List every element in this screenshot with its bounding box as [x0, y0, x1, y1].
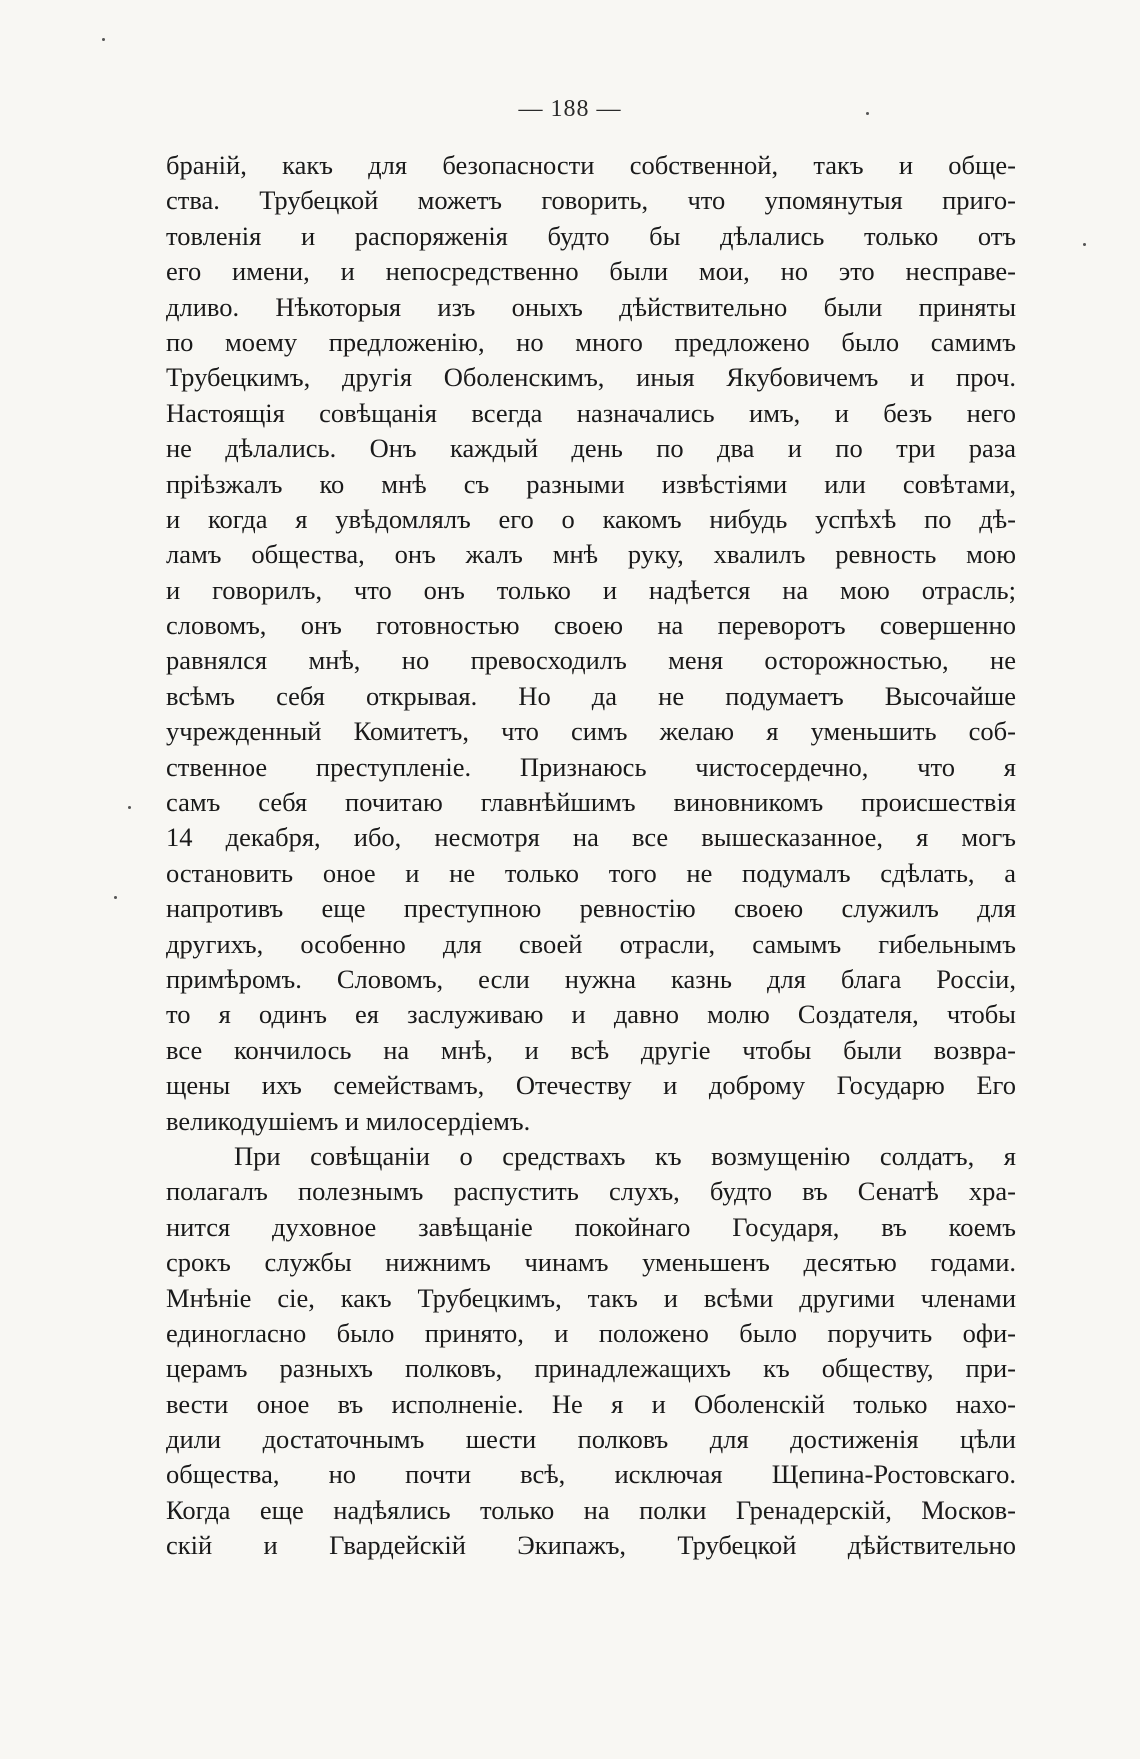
- text-line: всѣмъ себя открывая. Но да не подумаетъ Высочайше: [166, 680, 1016, 711]
- paragraph-1: [166, 148, 1016, 1139]
- text-line: ственное преступленіе. Признаюсь чистосердечно, что я: [166, 751, 1016, 782]
- text-line: другихъ, особенно для своей отрасли, самымъ гибельнымъ: [166, 928, 1016, 959]
- paragraph-2: [166, 1139, 1016, 1564]
- page-number: — 188 —: [518, 96, 622, 122]
- text-line: его имени, и непосредственно были мои, но это несправе-: [166, 256, 1016, 287]
- text-line: товленія и распоряженія будто бы дѣлались только отъ: [166, 220, 1016, 251]
- text-line: словомъ, онъ готовностью своею на переворотъ совершенно: [166, 610, 1016, 641]
- text-line: браній, какъ для безопасности собственной, такъ и обще-: [166, 150, 1016, 180]
- text-line: все кончилось на мнѣ, и всѣ другіе чтобы были возвра-: [166, 1034, 1016, 1065]
- text-line: ламъ общества, онъ жалъ мнѣ руку, хвалилъ ревность мою: [166, 539, 1016, 570]
- text-line: Мнѣніе сіе, какъ Трубецкимъ, такъ и всѣми другими членами: [166, 1282, 1016, 1313]
- text-line: Когда еще надѣялись только на полки Гренадерскій, Москов-: [166, 1494, 1016, 1525]
- scan-speck: [102, 38, 105, 41]
- text-line: то я одинъ ея заслуживаю и давно молю Создателя, чтобы: [166, 999, 1016, 1030]
- text-line: по моему предложенію, но много предложено было самимъ: [166, 326, 1016, 357]
- text-line: не дѣлались. Онъ каждый день по два и по три раза: [166, 433, 1016, 464]
- scan-speck: [128, 806, 131, 809]
- text-line: самъ себя почитаю главнѣйшимъ виновникомъ происшествія: [166, 787, 1016, 818]
- scan-speck: [866, 112, 869, 115]
- text-line: и когда я увѣдомлялъ его о какомъ нибудь успѣхѣ по дѣ-: [166, 503, 1016, 534]
- scan-speck: [1083, 243, 1086, 246]
- text-line: нится духовное завѣщаніе покойнаго Государя, въ коемъ: [166, 1211, 1016, 1242]
- text-line: напротивъ еще преступною ревностію своею служилъ для: [166, 893, 1016, 924]
- text-line: равнялся мнѣ, но превосходилъ меня осторожностью, не: [166, 645, 1016, 676]
- text-line: церамъ разныхъ полковъ, принадлежащихъ къ обществу, при-: [166, 1353, 1016, 1384]
- text-line: ства. Трубецкой можетъ говорить, что упомянутыя приго-: [166, 185, 1016, 216]
- text-line: остановить оное и не только того не подумалъ сдѣлать, а: [166, 857, 1016, 888]
- text-line: скій и Гвардейскій Экипажъ, Трубецкой дѣйствительно: [166, 1530, 1016, 1561]
- text-line: и говорилъ, что онъ только и надѣется на мою отрасль;: [166, 574, 1016, 605]
- text-line: полагалъ полезнымъ распустить слухъ, будто въ Сенатѣ хра-: [166, 1176, 1016, 1207]
- scan-speck: [114, 896, 117, 899]
- text-line: Настоящія совѣщанія всегда назначались имъ, и безъ него: [166, 397, 1016, 428]
- text-line: При совѣщаніи о средствахъ къ возмущенію солдатъ, я: [234, 1140, 1016, 1171]
- text-line: 14 декабря, ибо, несмотря на все вышесказанное, я могъ: [166, 822, 1016, 853]
- text-line: учрежденный Комитетъ, что симъ желаю я уменьшить соб-: [166, 716, 1016, 747]
- text-line: общества, но почти всѣ, исключая Щепина-Ростовскаго.: [166, 1459, 1016, 1490]
- text-line: Трубецкимъ, другія Оболенскимъ, иныя Якубовичемъ и проч.: [166, 362, 1016, 393]
- text-line: пріѣзжалъ ко мнѣ съ разными извѣстіями или совѣтами,: [166, 468, 1016, 499]
- body-text: [166, 148, 1016, 1564]
- text-line: вести оное въ исполненіе. Не я и Оболенскій только нахо-: [166, 1388, 1016, 1419]
- text-line: дливо. Нѣкоторыя изъ оныхъ дѣйствительно были приняты: [166, 291, 1016, 322]
- text-line: дили достаточнымъ шести полковъ для достиженія цѣли: [166, 1424, 1016, 1455]
- text-line: срокъ службы нижнимъ чинамъ уменьшенъ десятью годами.: [166, 1247, 1016, 1278]
- text-line: примѣромъ. Словомъ, если нужна казнь для блага Россіи,: [166, 963, 1016, 994]
- text-line: единогласно было принято, и положено было поручить офи-: [166, 1317, 1016, 1348]
- text-line: щены ихъ семействамъ, Отечеству и доброму Государю Его: [166, 1070, 1016, 1101]
- text-line: великодушіемъ и милосердіемъ.: [166, 1105, 531, 1136]
